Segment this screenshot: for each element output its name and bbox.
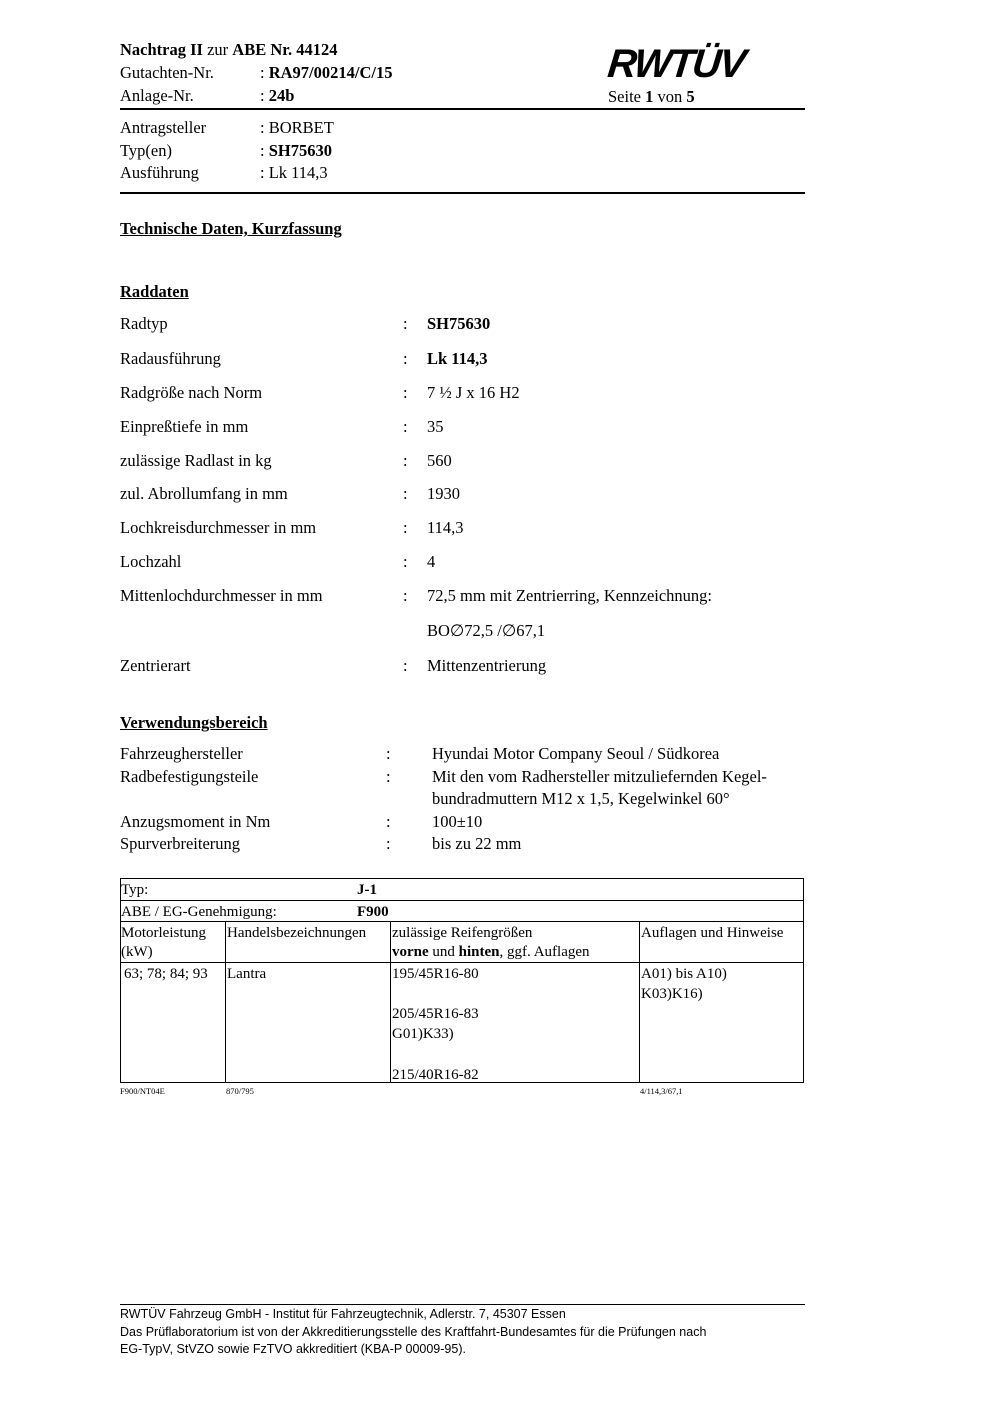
table-code-3: 4/114,3/67,1 <box>640 1086 683 1096</box>
cell-notes-1: A01) bis A10) <box>641 966 727 982</box>
radlast-value: 560 <box>427 451 452 470</box>
colon: : <box>386 744 391 763</box>
lochkreis-value: 114,3 <box>427 518 464 537</box>
radgroesse-label: Radgröße nach Norm <box>120 383 263 402</box>
spurverbreiterung-value: bis zu 22 mm <box>432 834 522 853</box>
einpresstiefe-label: Einpreßtiefe in mm <box>120 417 249 436</box>
radtyp-label: Radtyp <box>120 314 168 333</box>
zentrierart-label: Zentrierart <box>120 656 191 675</box>
col-header-tyre-sizes: zulässige Reifengrößen <box>392 925 533 941</box>
colon: : <box>403 417 408 436</box>
table-abe-label: ABE / EG-Genehmigung: <box>121 904 277 920</box>
anzugsmoment-value: 100±10 <box>432 812 483 831</box>
radausfuehrung-label: Radausführung <box>120 349 221 368</box>
colon: : <box>403 518 408 537</box>
typ-label: Typ(en) <box>120 141 172 160</box>
col-header-trade-names: Handelsbezeichnungen <box>227 925 367 941</box>
lochkreis-label: Lochkreisdurchmesser in mm <box>120 518 317 537</box>
hersteller-label: Fahrzeughersteller <box>120 744 243 763</box>
cell-trade-name: Lantra <box>227 966 267 982</box>
antragsteller-value: : BORBET <box>260 118 334 137</box>
col-header-tyre-sizes-sub: vorne und hinten, ggf. Auflagen <box>392 944 590 960</box>
einpresstiefe-value: 35 <box>427 417 444 436</box>
colon: : <box>403 484 408 503</box>
cell-tyre-2: 205/45R16-83 <box>392 1006 479 1022</box>
footer-line-1: RWTÜV Fahrzeug GmbH - Institut für Fahrzeugtechnik, Adlerstr. 7, 45307 Essen <box>120 1307 566 1321</box>
typ-value: : SH75630 <box>260 141 332 160</box>
document-title: Nachtrag II zur ABE Nr. 44124 <box>120 40 338 59</box>
col-header-notes: Auflagen und Hinweise <box>641 925 784 941</box>
mittenloch-marking: BO∅72,5 /∅67,1 <box>427 621 546 640</box>
zentrierart-value: Mittenzentrierung <box>427 656 547 675</box>
colon: : <box>386 834 391 853</box>
verwendung-title: Verwendungsbereich <box>120 713 268 732</box>
befestigung-value: Mit den vom Radhersteller mitzuliefernden Kegel- <box>432 767 767 786</box>
colon: : <box>403 383 408 402</box>
table-row-divider <box>121 962 803 963</box>
befestigung-label: Radbefestigungsteile <box>120 767 259 786</box>
footer-line-2: Das Prüflaboratorium ist von der Akkreditierungsstelle des Kraftfahrt-Bundesamtes für die Prüfungen nach <box>120 1325 707 1339</box>
mittenloch-value: 72,5 mm mit Zentrierring, Kennzeichnung: <box>427 586 713 605</box>
rwtuev-logo: RWTÜV <box>605 42 747 86</box>
cell-power: 63; 78; 84; 93 <box>124 966 208 982</box>
colon: : <box>403 552 408 571</box>
table-col-divider <box>390 921 391 1083</box>
befestigung-value-cont: bundradmuttern M12 x 1,5, Kegelwinkel 60° <box>432 789 730 808</box>
colon: : <box>403 451 408 470</box>
radtyp-value: SH75630 <box>427 314 491 333</box>
colon: : <box>403 314 408 333</box>
table-typ-value: J-1 <box>357 882 377 898</box>
colon: : <box>403 656 408 675</box>
page-number: Seite 1 von 5 <box>608 87 695 106</box>
cell-tyre-2-note: G01)K33) <box>392 1026 454 1042</box>
lochzahl-label: Lochzahl <box>120 552 182 571</box>
tyre-table <box>120 878 804 1083</box>
ausfuehrung-label: Ausführung <box>120 163 199 182</box>
anlage-label: Anlage-Nr. <box>120 86 194 105</box>
footer-line-3: EG-TypV, StVZO sowie FzTVO akkreditiert (KBA-P 00009-95). <box>120 1342 466 1356</box>
hersteller-value: Hyundai Motor Company Seoul / Südkorea <box>432 744 720 763</box>
colon: : <box>386 812 391 831</box>
mittenloch-label: Mittenlochdurchmesser in mm <box>120 586 323 605</box>
cell-tyre-1: 195/45R16-80 <box>392 966 479 982</box>
applicant-divider <box>120 192 805 194</box>
section-title: Technische Daten, Kurzfassung <box>120 219 342 238</box>
cell-tyre-3: 215/40R16-82 <box>392 1067 479 1083</box>
abrollumfang-value: 1930 <box>427 484 460 503</box>
table-col-divider <box>639 921 640 1083</box>
table-code-1: F900/NT04E <box>120 1086 165 1096</box>
footer-divider <box>120 1304 805 1305</box>
gutachten-value: : RA97/00214/C/15 <box>260 63 393 82</box>
anzugsmoment-label: Anzugsmoment in Nm <box>120 812 271 831</box>
table-code-2: 870/795 <box>226 1086 254 1096</box>
table-abe-value: F900 <box>357 904 389 920</box>
colon: : <box>386 767 391 786</box>
colon: : <box>403 349 408 368</box>
spurverbreiterung-label: Spurverbreiterung <box>120 834 241 853</box>
radlast-label: zulässige Radlast in kg <box>120 451 272 470</box>
anlage-value: : 24b <box>260 86 295 105</box>
abrollumfang-label: zul. Abrollumfang in mm <box>120 484 288 503</box>
col-header-power-unit: (kW) <box>121 944 153 960</box>
col-header-power: Motorleistung <box>121 925 206 941</box>
antragsteller-label: Antragsteller <box>120 118 207 137</box>
table-row-divider <box>121 900 803 901</box>
colon: : <box>403 586 408 605</box>
cell-notes-2: K03)K16) <box>641 986 703 1002</box>
header-divider <box>120 108 805 110</box>
table-typ-label: Typ: <box>121 882 149 898</box>
radgroesse-value: 7 ½ J x 16 H2 <box>427 383 520 402</box>
gutachten-label: Gutachten-Nr. <box>120 63 214 82</box>
ausfuehrung-value: : Lk 114,3 <box>260 163 328 182</box>
table-col-divider <box>225 921 226 1083</box>
radausfuehrung-value: Lk 114,3 <box>427 349 488 368</box>
lochzahl-value: 4 <box>427 552 436 571</box>
raddaten-title: Raddaten <box>120 282 189 301</box>
